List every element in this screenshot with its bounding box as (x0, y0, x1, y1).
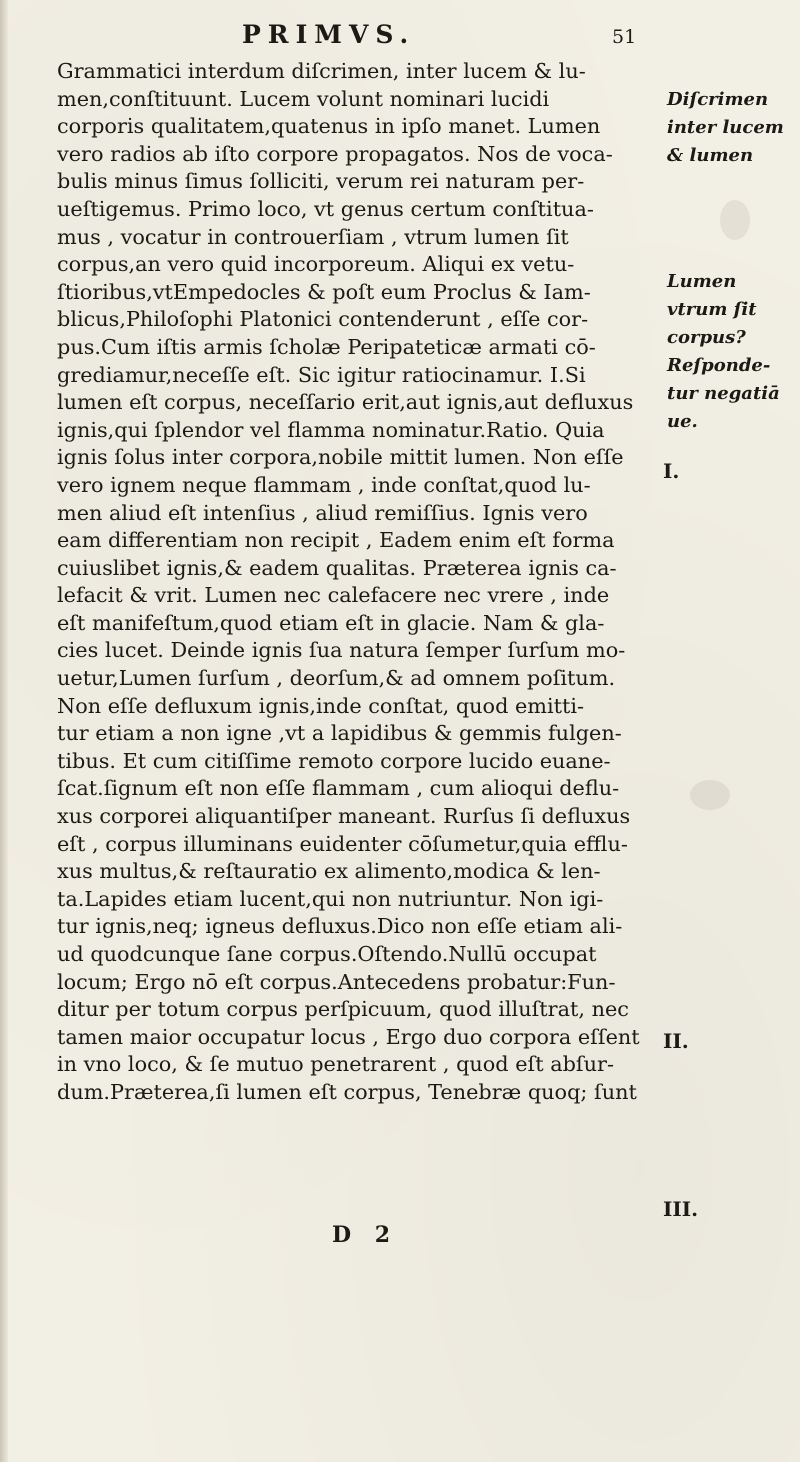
text-line: ta.Lapides etiam lucent,qui non nutriuntur. Non igi- (57, 886, 604, 911)
text-line: men aliud eſt intenſius , aliud remiſſius. Ignis vero (57, 500, 588, 525)
running-title: PRIMVS. (242, 20, 416, 49)
margin-note: Reſponde- (667, 355, 771, 376)
text-line: eam differentiam non recipit , Eadem enim eſt forma (57, 528, 615, 553)
text-line: cuiuslibet ignis,& eadem qualitas. Præterea ignis ca- (57, 555, 617, 580)
main-text-block (57, 58, 657, 1107)
text-line: ſcat.ſignum eſt non eſſe flammam , cum alioqui deflu- (57, 776, 620, 801)
text-line: vero radios ab iſto corpore propagatos. Nos de voca- (57, 141, 613, 166)
text-line: tibus. Et cum citiſſime remoto corpore lucido euane- (57, 748, 611, 773)
text-line: ud quodcunque ſane corpus.Oſtendo.Nullū occupat (57, 942, 597, 966)
section-numeral-2: II. (663, 1029, 689, 1053)
page-header (0, 8, 800, 58)
margin-note: Diſcrimen (667, 89, 769, 110)
text-line: pus.Cum iſtis armis ſcholæ Peripateticæ armati cō- (57, 334, 596, 359)
text-line: ignis,qui ſplendor vel flamma nominatur.Ratio. Quia (57, 417, 605, 442)
text-line: ſtioribus,vtEmpedocles & poſt eum Proclus & Iam- (57, 279, 591, 304)
section-numeral-1: I. (663, 459, 680, 483)
margin-note: vtrum ſit (667, 299, 757, 320)
text-line: ditur per totum corpus perſpicuum, quod illuſtrat, nec (57, 997, 629, 1022)
text-line: xus multus,& reſtauratio ex alimento,modica & len- (57, 859, 601, 884)
text-line: lumen eſt corpus, neceſſario erit,aut ignis,aut defluxus (57, 390, 634, 415)
text-line: lefacit & vrit. Lumen nec calefacere nec vrere , inde (57, 583, 610, 608)
section-numeral-3: III. (663, 1197, 699, 1221)
text-line: bulis minus ſimus ſolliciti, verum rei naturam per- (57, 169, 585, 194)
signature-mark: D 2 (332, 1222, 399, 1248)
text-line: grediamur,neceſſe eſt. Sic igitur ratiocinamur. I.Si (57, 362, 586, 387)
text-line: ueſtigemus. Primo loco, vt genus certum conſtitua- (57, 196, 594, 221)
margin-note: & lumen (667, 145, 754, 166)
text-line: tur etiam a non igne ,vt a lapidibus & gemmis fulgen- (57, 721, 622, 746)
text-line: corporis qualitatem,quatenus in ipſo manet. Lumen (57, 114, 601, 139)
text-line: uetur,Lumen ſurſum , deorſum,& ad omnem poſitum. (57, 666, 616, 691)
margin-note: inter lucem (667, 117, 784, 138)
text-line: men,conſtituunt. Lucem volunt nominari lucidi (57, 86, 550, 111)
text-line: tamen maior occupatur locus , Ergo duo corpora eſſent (57, 1024, 640, 1049)
text-line: ignis ſolus inter corpora,nobile mittit lumen. Non eſſe (57, 445, 624, 470)
text-line: vero ignem neque flammam , inde conſtat,quod lu- (57, 472, 591, 497)
text-line: locum; Ergo nō eſt corpus.Antecedens probatur:Fun- (57, 969, 616, 994)
text-line: Non eſſe defluxum ignis,inde conſtat, quod emitti- (57, 693, 585, 718)
text-line: dum.Præterea,ſi lumen eſt corpus, Tenebræ quoq; ſunt (57, 1079, 637, 1104)
text-line: mus , vocatur in controuerſiam , vtrum lumen ſit (57, 224, 569, 249)
text-line: blicus,Philoſophi Platonici contenderunt , eſſe cor- (57, 307, 589, 332)
text-line: eſt , corpus illuminans euidenter cōſumetur,quia efflu- (57, 831, 628, 856)
text-line: corpus,an vero quid incorporeum. Aliqui ex vetu- (57, 252, 575, 277)
ink-bleed-spot (720, 200, 750, 240)
margin-note: ue. (667, 411, 698, 432)
page-gutter-edge (0, 0, 8, 1462)
text-line: in vno loco, & ſe mutuo penetrarent , quod eſt abſur- (57, 1052, 614, 1077)
text-line: xus corporei aliquantiſper maneant. Rurſus ſi defluxus (57, 804, 631, 829)
margin-note: corpus? (667, 327, 746, 348)
page-number: 51 (612, 26, 637, 48)
margin-note: Lumen (667, 271, 737, 292)
text-line: eſt manifeſtum,quod etiam eſt in glacie. Nam & gla- (57, 610, 605, 635)
text-line: cies lucet. Deinde ignis ſua natura ſemper ſurſum mo- (57, 638, 626, 663)
text-line: Grammatici interdum diſcrimen, inter lucem & lu- (57, 59, 586, 83)
text-line: tur ignis,neq; igneus defluxus.Dico non eſſe etiam ali- (57, 914, 623, 939)
ink-bleed-spot (690, 780, 730, 810)
margin-note: tur negatiā (667, 383, 780, 404)
